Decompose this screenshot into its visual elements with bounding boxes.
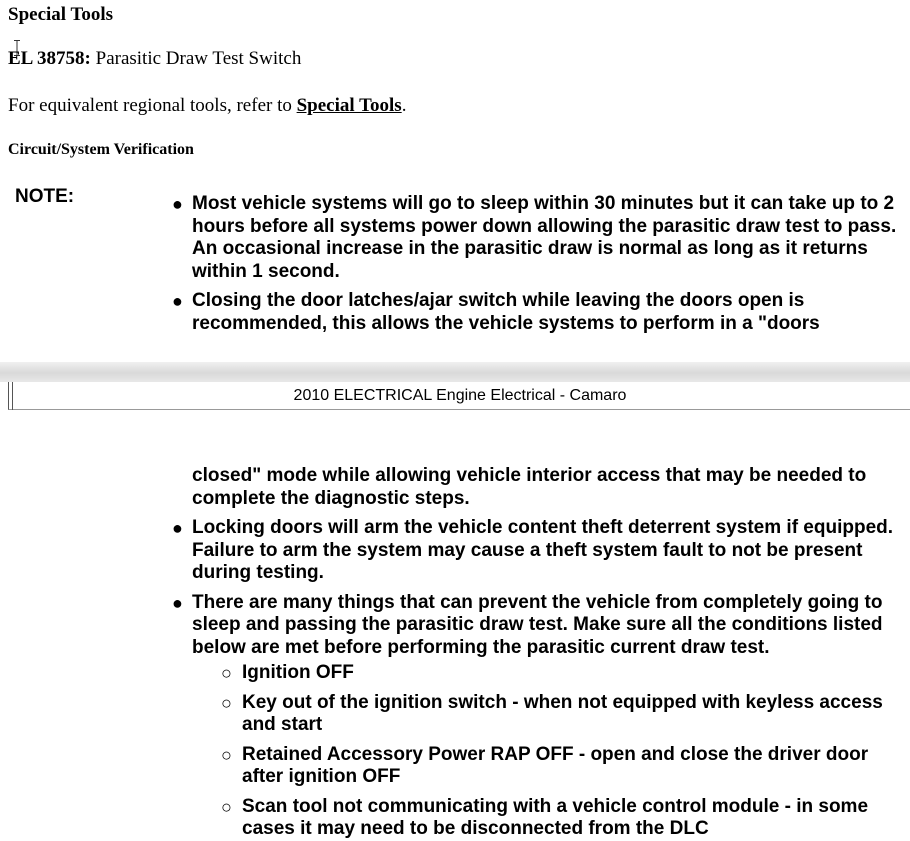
sub-list-item (0, 692, 902, 737)
tool-code: EL 38758: (8, 48, 91, 69)
regional-text: For equivalent regional tools, refer to (8, 95, 297, 116)
sub-list-item (0, 744, 902, 789)
list-item (0, 592, 902, 660)
sub-list-item (0, 662, 902, 685)
sub-list-item-text: Scan tool not communicating with a vehicle control module - in some cases it may need to be disconnected from the DLC (242, 795, 869, 839)
bullet-icon: ● (172, 291, 183, 311)
list-item-text: Closing the door latches/ajar switch while leaving the doors open is recommended, this allows the vehicle systems to perform in a "doors (192, 290, 820, 334)
continued-bullet-list (0, 465, 902, 659)
sub-list-item-text: Key out of the ignition switch - when not equipped with keyless access and start (242, 691, 883, 735)
bullet-icon: ● (172, 592, 183, 613)
page-header (8, 382, 910, 410)
circle-bullet-icon: ○ (221, 796, 232, 817)
special-tools-heading: Special Tools (8, 4, 114, 25)
tool-line (8, 48, 301, 70)
list-item (0, 193, 902, 283)
tool-name: Parasitic Draw Test Switch (90, 48, 302, 69)
list-item-text: There are many things that can prevent the vehicle from completely going to sleep and passing the parasitic draw test. Make sure all the conditions listed below are met before performing the parasitic current draw test. (192, 591, 883, 658)
bullet-icon: ● (172, 518, 183, 538)
page-header-title: 2010 ELECTRICAL Engine Electrical - Camaro (293, 387, 627, 404)
list-item (0, 465, 902, 510)
special-tools-link[interactable]: Special Tools (296, 95, 402, 116)
bullet-icon: ● (172, 194, 183, 214)
list-item-text: closed" mode while allowing vehicle interior access that may be needed to complete the diagnostic steps. (192, 465, 867, 509)
note-label: NOTE: (15, 186, 75, 207)
sub-list-item (0, 796, 902, 841)
list-item-text: Most vehicle systems will go to sleep within 30 minutes but it can take up to 2 hours before all systems power down allowing the parasitic draw test to pass. An occasional increase in the parasitic draw is normal as long as it returns within 1 second. (192, 193, 897, 282)
list-item (0, 517, 902, 585)
regional-tools-line (8, 95, 406, 117)
sub-list-item-text: Ignition OFF (242, 662, 354, 683)
list-item-text: Locking doors will arm the vehicle content theft deterrent system if equipped. Failure to arm the system may cause a theft system fault to not be present during testing. (192, 517, 894, 583)
circle-bullet-icon: ○ (221, 692, 232, 713)
regional-period: . (401, 95, 407, 116)
page-separator (0, 362, 910, 382)
sub-list-item-text: Retained Accessory Power RAP OFF - open and close the driver door after ignition OFF (242, 743, 869, 787)
list-item (0, 290, 902, 335)
note-bullet-list (0, 193, 902, 335)
condition-sub-list (0, 662, 902, 841)
circuit-verification-heading: Circuit/System Verification (8, 141, 194, 158)
circle-bullet-icon: ○ (221, 663, 232, 683)
circle-bullet-icon: ○ (221, 744, 232, 765)
